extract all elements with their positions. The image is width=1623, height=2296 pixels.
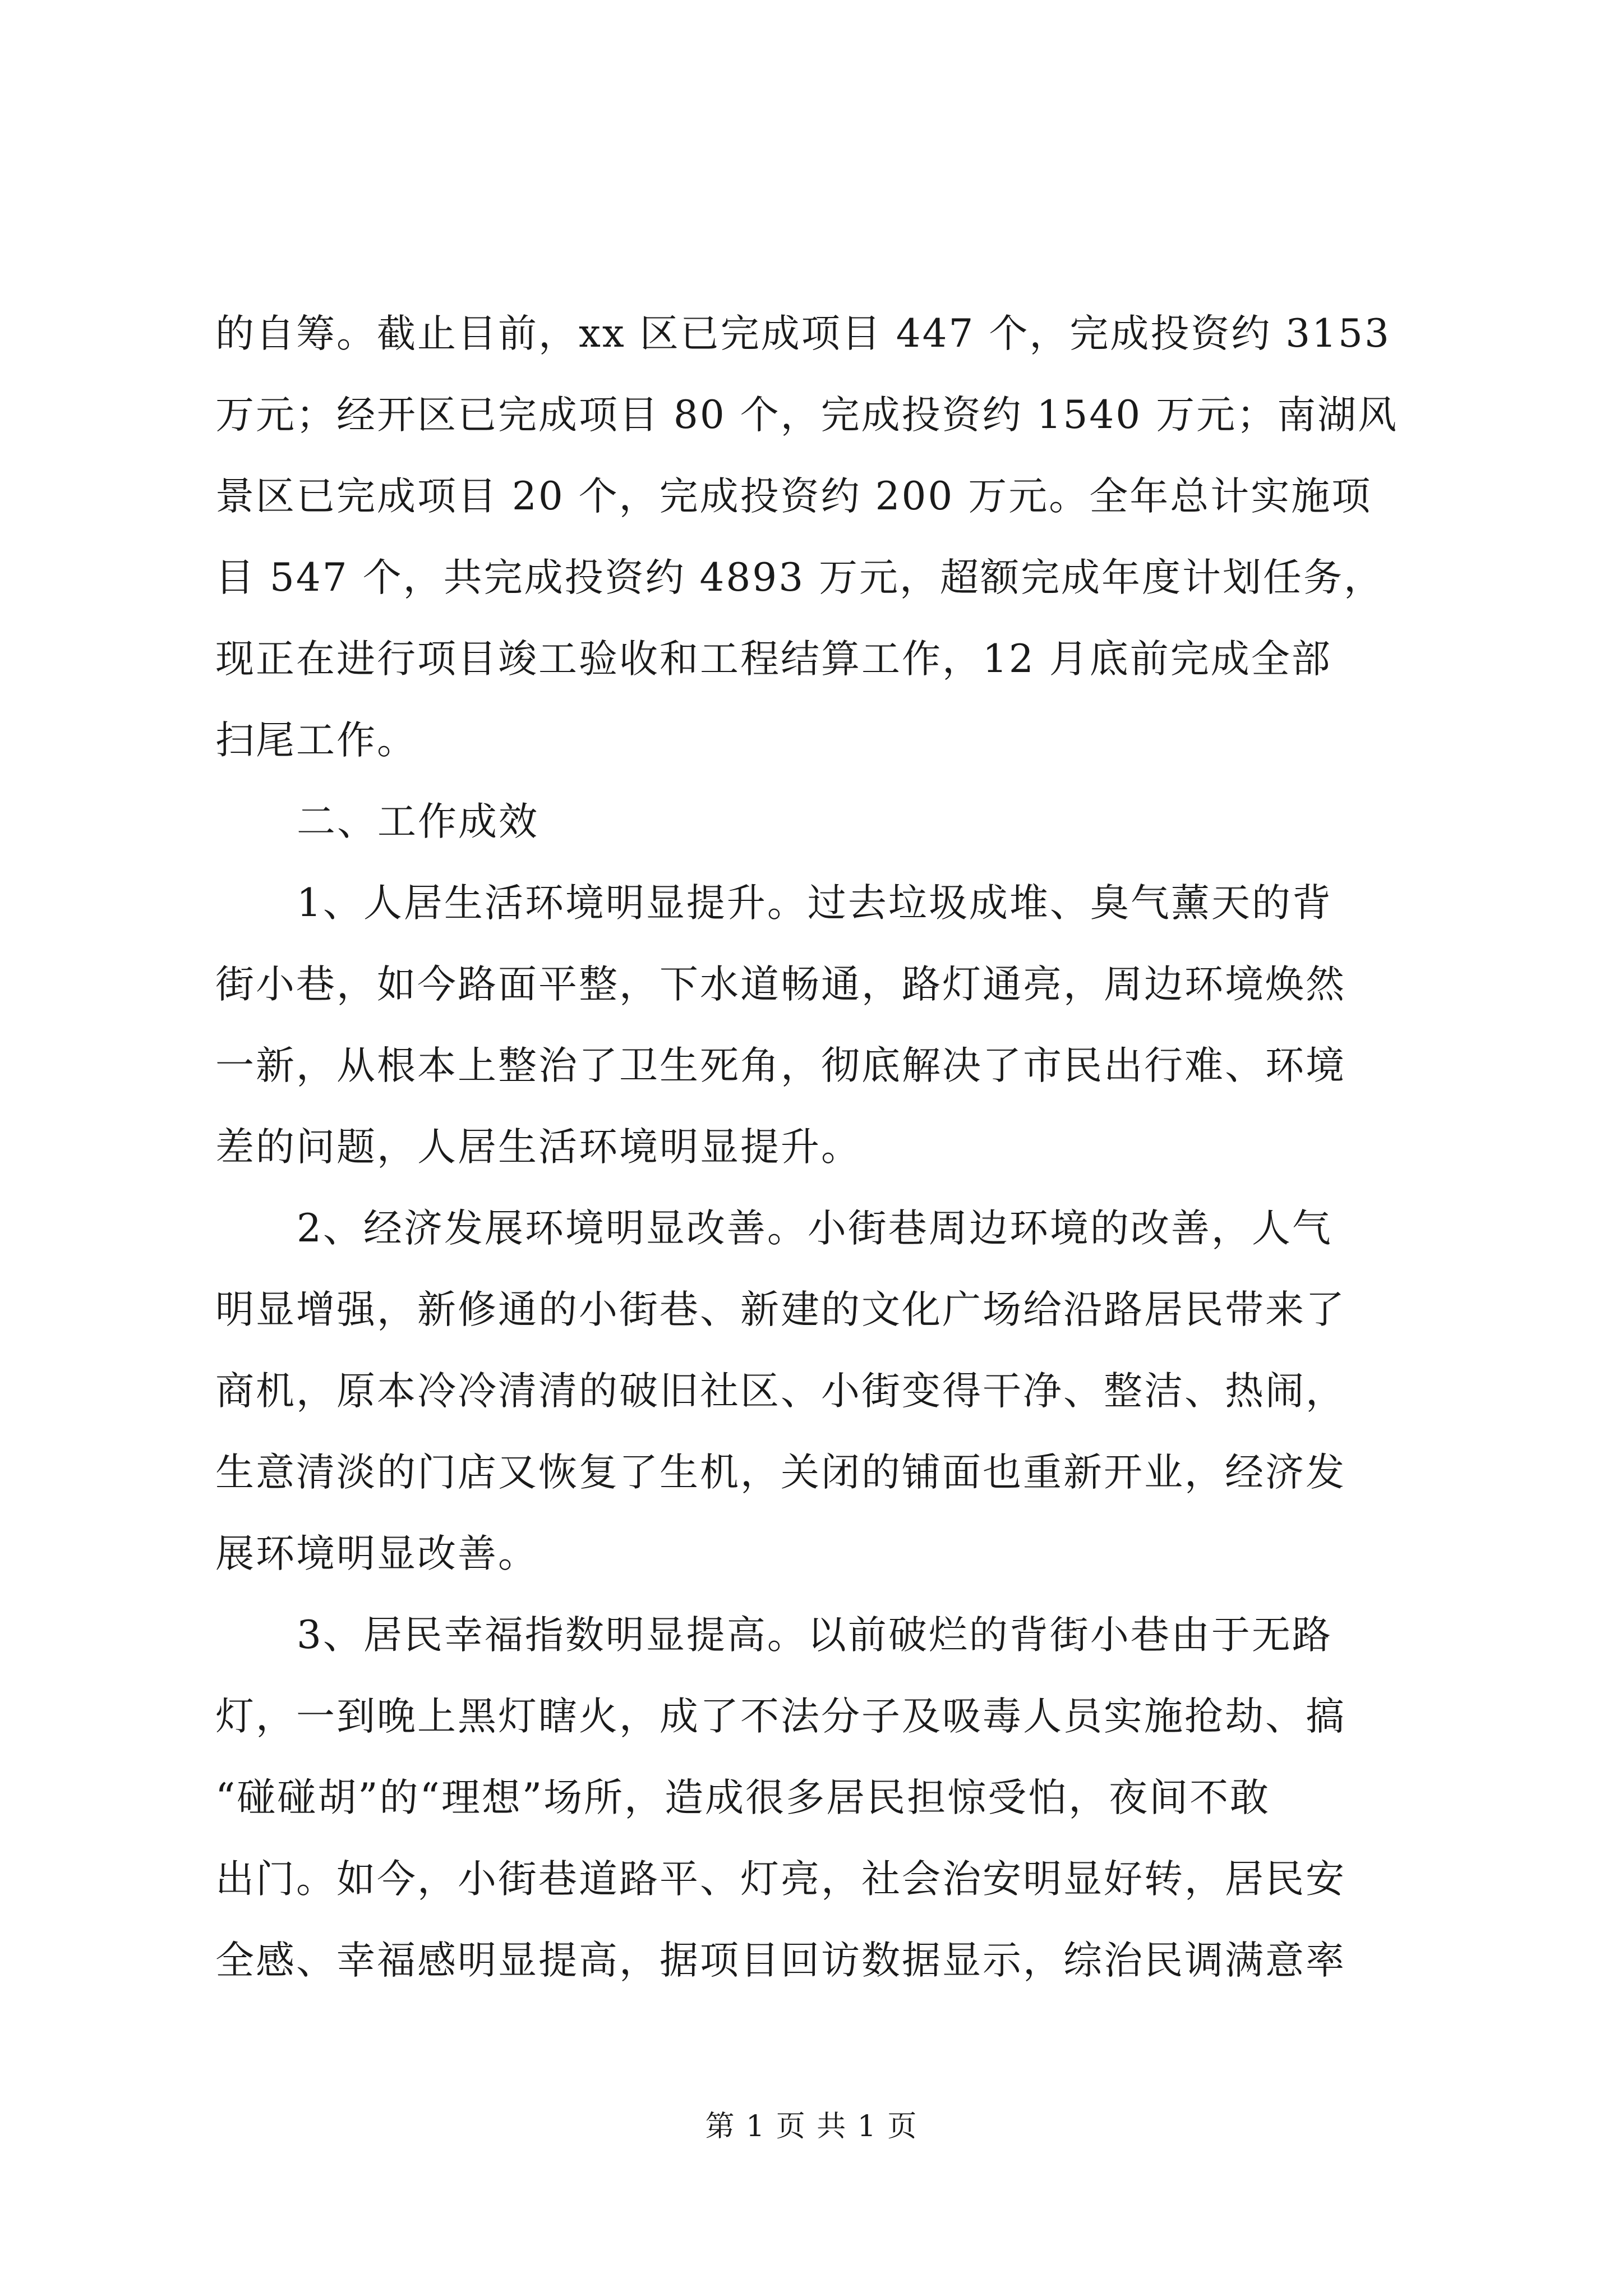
page-footer: 第 1 页 共 1 页 <box>705 2110 918 2143</box>
paragraph-3-line-2: 灯，一到晚上黑灯瞎火，成了不法分子及吸毒人员实施抢劫、搞 <box>215 1694 1346 1739</box>
paragraph-1-line-3: 一新，从根本上整治了卫生死角，彻底解决了市民出行难、环境 <box>215 1043 1346 1088</box>
text-line-4: 目 547 个，共完成投资约 4893 万元，超额完成年度计划任务， <box>215 555 1385 600</box>
paragraph-3-line-4: 出门。如今，小街巷道路平、灯亮，社会治安明显好转，居民安 <box>215 1857 1346 1902</box>
paragraph-1-line-1: 1、人居生活环境明显提升。过去垃圾成堆、臭气薰天的背 <box>297 881 1332 926</box>
paragraph-3-line-1: 3、居民幸福指数明显提高。以前破烂的背街小巷由于无路 <box>297 1613 1332 1658</box>
paragraph-1-line-4: 差的问题，人居生活环境明显提升。 <box>215 1125 861 1170</box>
text-line-6: 扫尾工作。 <box>215 718 417 763</box>
section-heading: 二、工作成效 <box>297 799 539 844</box>
paragraph-2-line-4: 生意清淡的门店又恢复了生机，关闭的铺面也重新开业，经济发 <box>215 1450 1346 1495</box>
paragraph-2-line-5: 展环境明显改善。 <box>215 1531 538 1576</box>
paragraph-2-line-1: 2、经济发展环境明显改善。小街巷周边环境的改善，人气 <box>297 1206 1332 1251</box>
paragraph-1-line-2: 街小巷，如今路面平整，下水道畅通，路灯通亮，周边环境焕然 <box>215 962 1346 1007</box>
paragraph-3-line-5: 全感、幸福感明显提高，据项目回访数据显示，综治民调满意率 <box>215 1938 1346 1983</box>
text-line-3: 景区已完成项目 20 个，完成投资约 200 万元。全年总计实施项 <box>215 474 1372 519</box>
paragraph-3-line-3: “碰碰胡”的“理想”场所，造成很多居民担惊受怕，夜间不敢 <box>215 1775 1271 1820</box>
paragraph-2-line-3: 商机，原本冷冷清清的破旧社区、小街变得干净、整洁、热闹， <box>215 1369 1346 1414</box>
paragraph-2-line-2: 明显增强，新修通的小街巷、新建的文化广场给沿路居民带来了 <box>215 1287 1346 1332</box>
text-line-5: 现正在进行项目竣工验收和工程结算工作，12 月底前完成全部 <box>215 637 1332 682</box>
text-line-1: 的自筹。截止目前，xx 区已完成项目 447 个，完成投资约 3153 <box>215 311 1391 356</box>
text-line-2: 万元；经开区已完成项目 80 个，完成投资约 1540 万元；南湖风 <box>215 393 1399 438</box>
